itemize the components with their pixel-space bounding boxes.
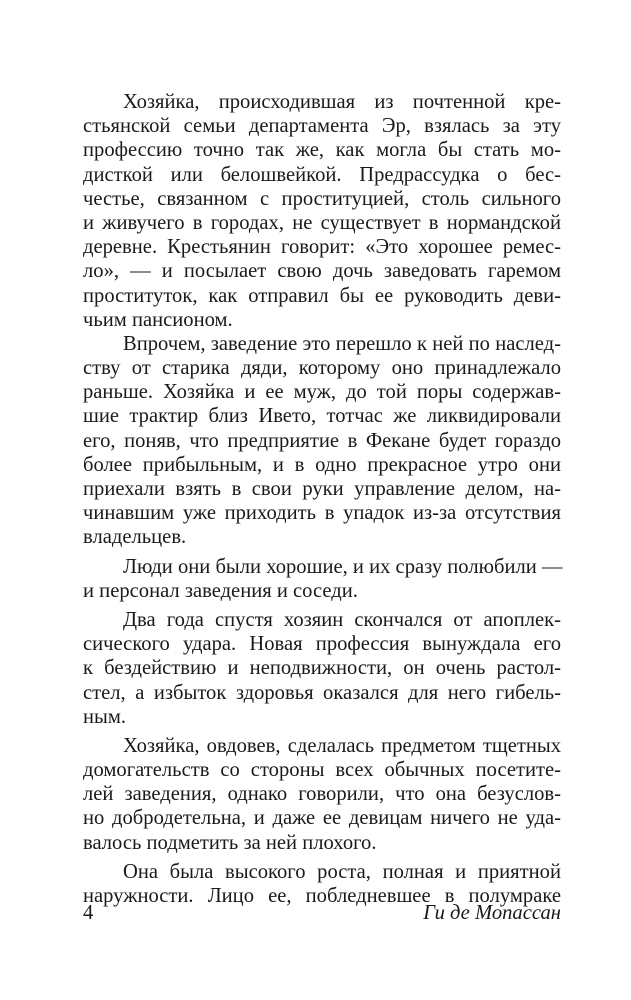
- text-line: но добродетельна, и даже ее девицам ничего не уда-: [83, 807, 561, 830]
- text-line: наружности. Лицо ее, побледневшее в полумраке: [83, 885, 561, 907]
- text-line: Она была высокого роста, полная и приятной: [123, 860, 561, 883]
- text-line: Хозяйка, происходившая из почтенной кре-: [123, 91, 561, 113]
- text-line: проституток, как отправил бы ее руководить деви-: [83, 284, 561, 307]
- text-line: чинавшим уже приходить в упадок из-за отсутствия: [83, 502, 561, 525]
- text-line: дисткой или белошвейкой. Предрассудка о бес-: [83, 163, 561, 186]
- text-line: ству от старика дяди, которому оно принадлежало: [83, 357, 561, 380]
- text-line: лей заведения, однако говорили, что она безуслов-: [83, 783, 561, 806]
- text-line: ным.: [83, 705, 127, 728]
- text-line: Два года спустя хозяин скончался от апоплек-: [123, 608, 561, 631]
- text-line: чьим пансионом.: [83, 308, 233, 331]
- running-title: Ги де Мопассан: [423, 902, 561, 924]
- text-line: Люди они были хорошие, и их сразу полюбили —: [123, 555, 563, 578]
- text-line: Хозяйка, овдовев, сделалась предметом тщетных: [123, 734, 561, 757]
- text-line: ло», — и посылает свою дочь заведовать гаремом: [83, 260, 561, 283]
- text-line: его, поняв, что предприятие в Фекане будет гораздо: [83, 429, 561, 452]
- text-line: сического удара. Новая профессия вынуждала его: [83, 633, 561, 656]
- text-line: раньше. Хозяйка и ее муж, до той поры содержав-: [83, 381, 561, 404]
- paragraph-5: [83, 734, 561, 855]
- text-line: валось подметить за ней плохого.: [83, 831, 377, 854]
- page-body: [83, 90, 561, 908]
- text-line: Впрочем, заведение это перешло к ней по наслед-: [123, 332, 561, 355]
- page-footer: [83, 900, 561, 926]
- paragraph-2: [83, 332, 561, 550]
- text-line: домогательств со стороны всех обычных посетите-: [83, 759, 561, 782]
- text-line: деревне. Крестьянин говорит: «Это хорошее ремес-: [83, 236, 561, 259]
- text-line: и персонал заведения и соседи.: [83, 579, 358, 602]
- text-line: приехали взять в свои руки управление делом, на-: [83, 478, 561, 500]
- text-line: профессию точно так же, как могла бы стать мо-: [83, 139, 561, 162]
- text-line: шие трактир близ Ивето, тотчас же ликвидировали: [83, 405, 561, 428]
- page-number: 4: [83, 902, 94, 924]
- text-line: к бездействию и неподвижности, он очень растол-: [83, 657, 561, 680]
- paragraph-1: [83, 90, 561, 332]
- text-line: и живучего в городах, не существует в нормандской: [83, 211, 561, 234]
- text-line: более прибыльным, и в одно прекрасное утро они: [83, 453, 561, 476]
- text-line: честье, связанном с проституцией, столь сильного: [83, 187, 561, 210]
- text-line: владельцев.: [83, 526, 187, 549]
- paragraph-3: [83, 555, 561, 603]
- text-line: стел, а избыток здоровья оказался для него гибель-: [83, 681, 561, 704]
- text-line: стьянской семьи департамента Эр, взялась за эту: [83, 115, 561, 138]
- paragraph-4: [83, 608, 561, 729]
